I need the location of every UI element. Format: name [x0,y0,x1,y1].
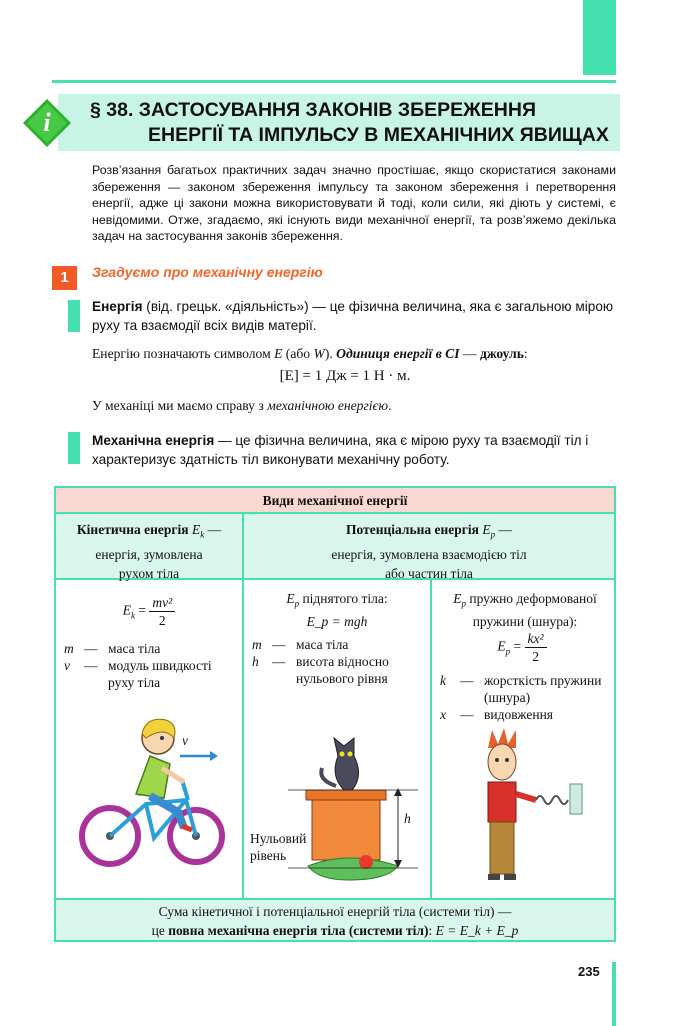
page-number: 235 [578,964,600,979]
definition-row: x — видовження [440,707,554,722]
kinetic-header-line-2: енергія, зумовлена [95,546,203,562]
spring-formula-lhs: E [497,638,506,654]
spring-title-text: пружно деформованої пружини (шнура): [469,591,597,629]
info-icon [22,98,72,148]
spring-formula-numerator: kx² [525,630,547,648]
page-edge-bar [612,962,616,1026]
spring-formula: $E_p$ = $\frac{\text{kx²}}{2}$ [432,630,612,665]
definition-row: k — жорсткість пружини (шнура) [440,673,602,705]
page-title [90,98,616,148]
spring-formula-denominator: 2 [532,649,539,664]
kinetic-formula-lhs: E [122,602,132,618]
energy-definition-text: (від. грецьк. «діяльність») — це фізична величина, яка є загальною мірою руху та взаємодії всіх видів матерії. [92,299,614,333]
kinetic-formula-numerator: mv² [149,594,175,612]
mechanical-energy-text: — це фізична величина, яка є мірою руху та взаємодії тіл і характеризує здатність тіл виконувати механічну роботу. [92,433,589,467]
symbol-text-c: ). [324,346,337,361]
cyclist-illustration [66,708,236,888]
intro-paragraph: Розв’язання багатьох практичних задач значно простішає, якщо скористатися законами збереження — законом збереження імпульсу та законом збереження і перетворення енергії, адже ці закони можна використовувати й тоді, коли сили, які діють у системі, є невідомими. Отже, згадаємо, які існують види механічної енергії, та розв’яжемо декілька задач на застосування законів збереження. [92,163,616,244]
symbol-text-a: Енергію позначають символом [92,346,275,361]
kinetic-header-sub: k [200,529,205,540]
mechanical-energy-definition [92,431,616,469]
velocity-symbol: v⃗ [182,733,199,748]
definition-text: висота відносно нульового рівня [296,654,389,686]
spring-definitions [440,672,610,723]
section-title: Згадуємо про механічну енергію [92,264,323,280]
mechanics-paragraph [92,398,616,414]
symbol-text-b: (або [282,346,314,361]
height-symbol: h [404,811,411,826]
potential-header-line-3: або частин тіла [385,565,473,581]
top-tab-decoration [583,0,616,75]
definition-row: m — маса тіла [252,637,349,652]
definition-text: жорсткість пружини (шнура) [484,673,602,705]
kinetic-header-symbol: E [191,522,201,537]
energy-types-table [54,486,616,942]
footer-total-energy: повна механічна енергія тіла (системи тіл) [168,923,429,938]
symbol-text-e: : [523,346,528,361]
height-label [404,810,411,827]
footer-line-2-a: це [151,923,169,938]
footer-line-2-c: : [428,923,436,938]
energy-term: Енергія [92,299,143,314]
definition-text: видовження [484,707,554,722]
si-unit-label: Одиниця енергії в СІ [336,346,460,361]
title-line-2: ЕНЕРГІЇ ТА ІМПУЛЬСУ В МЕХАНІЧНИХ ЯВИЩАХ [148,124,609,146]
kinetic-header-cell: Кінетична енергія $E_k$ — енергія, зумовлена рухом тіла [56,514,244,580]
symbol-text-d: — [459,346,480,361]
definition-symbol: m [64,641,74,656]
lifted-title: $E_p$ піднятого тіла: E_p = mgh [286,591,388,629]
potential-header-line-2: енергія, зумовлена взаємодією тіл [331,546,527,562]
kinetic-cell [56,580,244,898]
lifted-title-text: піднятого тіла: [302,591,388,606]
mechanical-energy-term: Механічна енергія [92,433,215,448]
potential-header-cell: Потенціальна енергія $E_p$ — енергія, зумовлена взаємодією тіл або частин тіла [244,514,614,580]
section-number-badge: 1 [52,266,77,290]
footer-formula: E = E_k + E_p [435,923,519,938]
cat-on-cabinet-illustration [248,720,428,892]
definition-symbol: k [440,673,446,688]
definition-row: h — висота відносно нульового рівня [252,653,428,687]
definition-row: m — маса тіла [64,641,161,656]
table-footer [56,898,614,940]
mechanics-emphasis: механічною енергією [267,398,389,413]
kinetic-formula-denominator: 2 [158,613,166,628]
symbol-w: W [313,346,325,361]
definition-symbol: x [440,707,446,722]
unit-formula: [E] = 1 Дж = 1 Н · м. [279,368,411,384]
mechanics-end: . [388,398,392,413]
spring-person-illustration [462,728,592,892]
si-unit-name: джоуль [479,346,524,361]
energy-definition [92,297,616,335]
lifted-definitions [252,636,428,687]
lifted-body-cell [244,580,432,898]
footer-line-1: Сума кінетичної і потенціальної енергій тіла (системи тіл) — [158,904,512,919]
kinetic-header-title: Кінетична енергія [76,522,189,537]
kinetic-header-line-3: рухом тіла [118,565,180,581]
spring-cell [432,580,614,898]
info-icon-letter: i [43,108,51,137]
definition-text: маса тіла [108,641,161,656]
potential-header-title: Потенціальна енергія [346,522,479,537]
spring-formula-lhs-sub: p [505,646,511,657]
kinetic-formula: $E_k$ = $\frac{\text{mv²}}{2}$ [56,594,242,629]
definition-symbol: h [252,654,259,669]
velocity-label [182,732,199,749]
definition-symbol: v [64,658,70,673]
potential-header-symbol: E [482,522,491,537]
kinetic-formula-lhs-sub: k [131,610,136,621]
top-rule [52,80,616,83]
title-line-1: § 38. ЗАСТОСУВАННЯ ЗАКОНІВ ЗБЕРЕЖЕННЯ [90,99,536,121]
kinetic-definitions [64,640,240,691]
velocity-arrow-icon [180,750,218,762]
definition-marker [68,432,80,464]
energy-symbol-paragraph [92,344,616,363]
zero-level-label: Нульовий рівень [250,831,307,863]
mechanics-text: У механіці ми маємо справу з [92,398,268,413]
definition-marker [68,300,80,332]
definition-symbol: m [252,637,262,652]
definition-text: модуль швидкості руху тіла [108,658,212,690]
potential-header-sub: p [490,529,496,540]
definition-row: v — модуль швидкості руху тіла [64,657,240,691]
symbol-e: E [274,346,283,361]
lifted-formula: E_p = mgh [306,613,368,629]
table-header: Види механічної енергії [56,488,614,514]
definition-text: маса тіла [296,637,349,652]
spring-title: $E_p$ пружно деформованої пружини (шнура): [453,591,597,629]
